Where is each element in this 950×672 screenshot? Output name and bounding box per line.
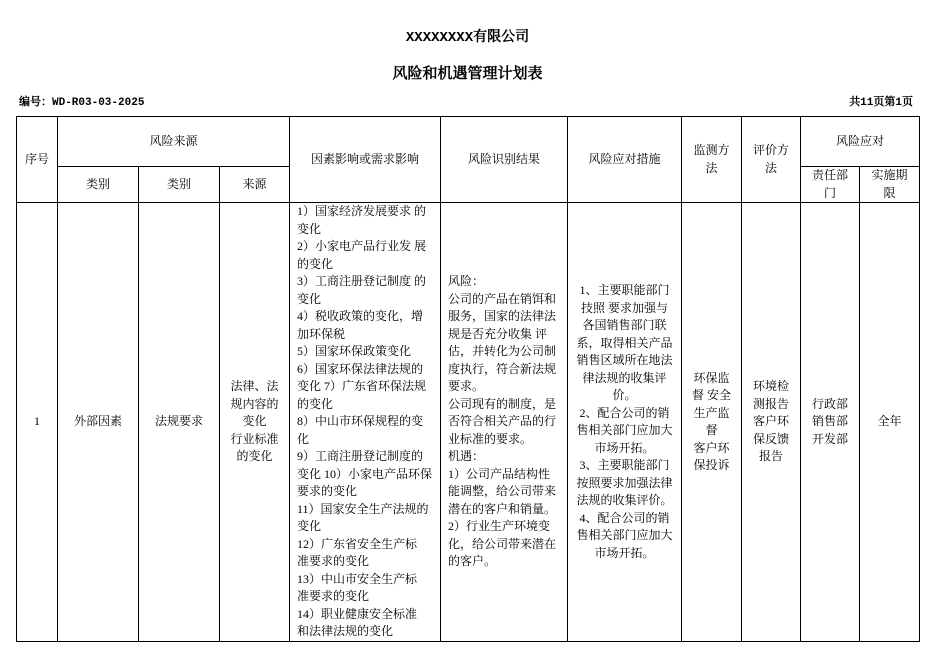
identification-line: 要求。 [448,379,485,394]
cell-category-2: 法规要求 [139,203,220,642]
measure-line: 价。 [612,388,637,402]
identification-line: 潜在的客户和销量。 [448,501,557,516]
monitoring-method-line: 保投诉 [693,458,730,472]
header-impact: 因素影响或需求影响 [290,117,441,203]
identification-line: 否符合相关产品的行 [448,414,557,429]
identification-text [448,273,565,571]
measure-line: 4、配合公司的销 [579,510,670,525]
measure-line: 各国销售部门联 [582,318,667,332]
measure-line: 售相关部门应加大 [576,528,673,542]
cell-seq: 1 [17,203,58,642]
evaluation-method-line: 环境检 [752,379,789,394]
identification-line: 度执行，符合新法规 [448,361,557,376]
source-text [222,378,287,466]
impact-line: 化 [297,431,310,446]
page-info: 共11页第1页 [849,97,913,109]
header-category-2: 类别 [139,167,220,203]
table-row [17,203,920,642]
header-category-1: 类别 [58,167,139,203]
monitoring-method-line: 客户环 [693,440,730,455]
identification-line: 的客户。 [448,554,497,569]
identification-line: 化，给公司带来潜在 [448,536,557,551]
impact-line: 3）工商注册登记制度 的 [297,274,427,289]
header-measures: 风险应对措施 [568,117,682,203]
measure-line: 2、配合公司的销 [579,405,670,420]
responsible-dept-text [803,396,857,449]
impact-line: 变化 7）广东省环保法规 [297,379,427,394]
table-header-row [17,117,920,167]
identification-line: 1）公司产品结构性 [448,466,551,481]
header-source: 来源 [220,167,290,203]
monitoring-method-line: 督 [705,423,718,437]
impact-line: 加环保税 [297,326,346,341]
cell-category-1: 外部因素 [58,203,139,642]
source-line: 法律、法 [230,379,279,394]
document-title: 风险和机遇管理计划表 [392,66,543,82]
identification-line: 能调整，给公司带来 [448,484,557,499]
header-period: 实施期限 [860,167,920,203]
identification-line: 公司现有的制度，是 [448,396,557,411]
monitoring-method-text [684,370,739,475]
impact-text [297,203,438,641]
impact-line: 和法律法规的变化 [297,624,394,639]
measure-line: 法规的收集评价。 [576,493,673,507]
header-responsible-dept: 责任部门 [801,167,860,203]
evaluation-method-line: 保反馈 [752,431,789,446]
responsible-dept-line: 销售部 [811,414,848,429]
measure-line: 3、主要职能部门 [579,458,670,472]
risk-plan-table [16,116,920,642]
evaluation-method-text [744,378,798,466]
impact-line: 准要求的变化 [297,589,370,604]
measure-line: 系，取得相关产品 [576,335,673,350]
impact-line: 9）工商注册登记制度的 [297,449,424,464]
impact-line: 的变化 [297,396,334,411]
cell-measures [568,203,682,642]
source-line: 行业标准 [230,431,279,446]
responsible-dept-line: 行政部 [811,396,848,411]
identification-line: 规是否充分收集 评 [448,326,548,341]
measure-line: 销售区域所在地法 [576,353,673,367]
cell-monitoring-method [682,203,742,642]
company-name: XXXXXXXX有限公司 [405,30,530,46]
header-seq: 序号 [17,117,58,203]
impact-line: 变化 10）小家电产品环保 [297,466,433,481]
monitoring-method-line: 生产监 [693,405,730,420]
evaluation-method-line: 测报告 [752,396,789,411]
measure-line: 技照 要求加强与 [580,300,668,315]
impact-line: 8）中山市环保规程的变 [297,414,424,429]
identification-line: 机遇： [448,449,485,464]
header-risk-response: 风险应对 [801,117,920,167]
measure-line: 市场开拓。 [594,545,655,560]
monitoring-method-line: 环保监 [693,370,730,385]
cell-evaluation-method [742,203,801,642]
impact-line: 1）国家经济发展要求 的 [297,204,427,219]
cell-identification [441,203,568,642]
impact-line: 的变化 [297,256,334,271]
document-meta-bar [16,96,919,110]
cell-period: 全年 [860,203,920,642]
evaluation-method-line: 客户环 [752,414,789,429]
impact-line: 变化 [297,519,322,534]
impact-line: 11）国家安全生产法规的 [297,501,429,516]
impact-line: 12）广东省安全生产标 [297,536,418,551]
identification-line: 公司的产品在销饵和 [448,291,557,306]
impact-line: 13）中山市安全生产标 [297,571,418,586]
cell-source [220,203,290,642]
header-monitoring-method: 监测方法 [682,117,742,203]
measure-line: 律法规的收集评 [582,370,667,385]
measure-line: 售相关部门应加大 [576,423,673,437]
measure-line: 按照要求加强法律 [576,475,673,490]
identification-line: 估，并转化为公司制 [448,344,557,359]
responsible-dept-line: 开发部 [811,431,848,446]
impact-line: 6）国家环保法律法规的 [297,361,424,376]
identification-line: 2）行业生产环境变 [448,519,551,534]
impact-line: 4）税收政策的变化，增 [297,309,424,324]
impact-line: 变化 [297,221,322,236]
identification-line: 业标准的要求。 [448,431,533,446]
source-line: 的变化 [236,449,273,464]
identification-line: 风险： [448,274,485,289]
measures-text [570,282,679,562]
cell-impact [290,203,441,642]
measure-line: 市场开拓。 [594,440,655,455]
header-risk-source: 风险来源 [58,117,290,167]
source-line: 规内容的 [230,396,279,411]
evaluation-method-line: 报告 [758,449,783,464]
document-number: 编号：WD-R03-03-2025 [19,97,145,109]
monitoring-method-line: 督 安全 [691,388,731,402]
impact-line: 14）职业健康安全标准 [297,606,418,621]
impact-line: 准要求的变化 [297,554,370,569]
identification-line: 服务，国家的法律法 [448,309,557,324]
impact-line: 2）小家电产品行业发 展 [297,239,427,254]
impact-line: 5）国家环保政策变化 [297,344,412,359]
header-identification: 风险识别结果 [441,117,568,203]
impact-line: 变化 [297,291,322,306]
measure-line: 1、主要职能部门 [579,283,670,297]
cell-responsible-dept [801,203,860,642]
header-evaluation-method: 评价方法 [742,117,801,203]
source-line: 变化 [242,414,267,429]
impact-line: 要求的变化 [297,484,358,499]
